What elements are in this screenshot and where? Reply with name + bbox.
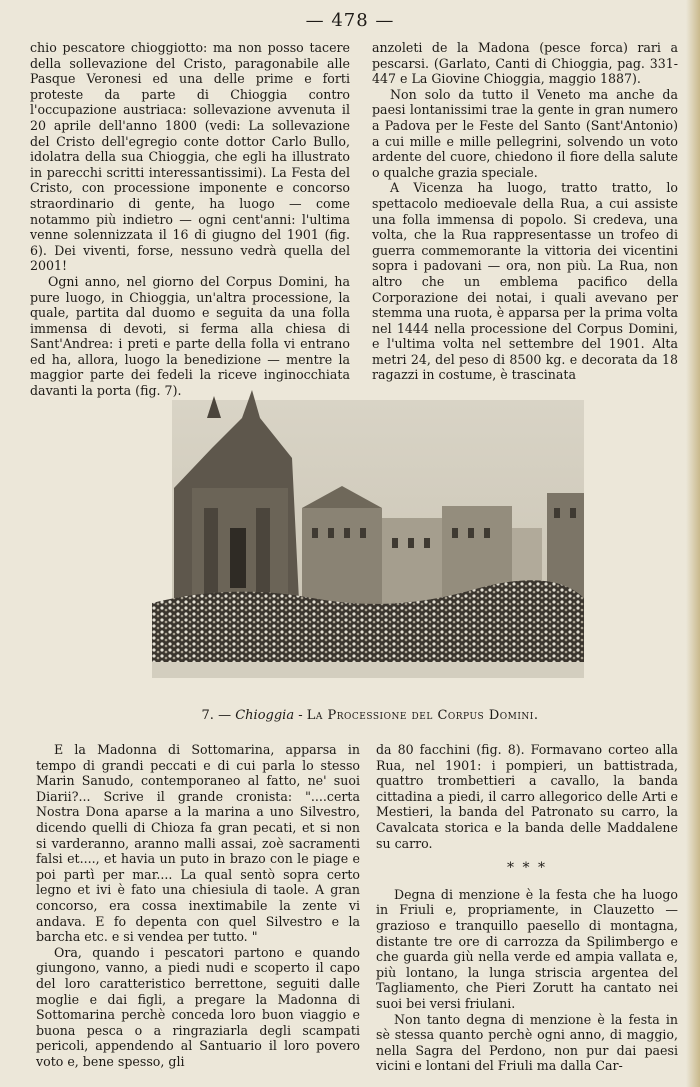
paragraph: chio pescatore chioggiotto: ma non posso tacere della sollevazione del Cristo, paragonabile alle Pasque Veronesi ed una delle prime e forti proteste da parte di Chioggia contro l'occupazione austriaca: sollevazione avvenuta il 20 aprile dell'anno 1800 (vedi: La sollevazione del Cristo dell'egregio conte dottor Carlo Bullo, idolatra della sua Chioggia, che egli ha illustrato in parecchi scritti interessantissimi). La Festa del Cristo, con processione imponente e concorso straordinario di gente, ha luogo — come notammo più indietro — ogni cent'anni: l'ultima venne solennizzata il 16 di giugno del 1901 (fig. 6). Dei viventi, forse, nessuno vedrà quella del 2001! (30, 40, 350, 274)
caption-title: La Processione del Corpus Domini. (306, 708, 539, 723)
paragraph: Ogni anno, nel giorno del Corpus Domini, ha pure luogo, in Chioggia, un'altra processione, la quale, partita dal duomo e seguita da una folla immensa di devoti, si ferma alla chiesa di Sant'Andrea: i preti e parte della folla vi entrano ed ha, allora, luogo la benedizione — mentre la maggior parte dei fedeli la riceve inginocchiata davanti la porta (fig. 7). (30, 273, 350, 399)
page-edge-shadow (686, 0, 700, 1087)
section-asterism: * * * (507, 860, 547, 877)
paragraph: da 80 facchini (fig. 8). Formavano corteo alla Rua, nel 1901: i pompieri, un battistrada, quattro trombettieri a cavallo, la banda cittadina a piedi, il carro allegorico delle Arti e Mestieri, la banda del Patronato su carro, la Cavalcata storica e la banda delle Maddalene su carro. (376, 742, 678, 851)
paragraph: E la Madonna di Sottomarina, apparsa in tempo di grandi peccati e di cui parla lo stesso Marin Sanudo, contemporaneo al fatto, ne' suoi Diarii?... Scrive il grande cronista: "....certa Nostra Dona aparse a la marina a uno Silvestro, dicendo quelli di Chioza fa gran pecati, et si non si varderanno, aranno malli assai, zoè sacramenti falsi et...., et havia un puto in brazo con le piage e poi partì per mar.... La qual sentò sopra certo legno et ivi è fato una chiesiula di taole. A gran concorso, era cossa inextimabile la zente vi andava. E fo depenta con quel Silvestro e la barcha etc. e si vendea per tutto. " (36, 742, 360, 945)
paragraph: A Vicenza ha luogo, tratto tratto, lo spettacolo medioevale della Rua, a cui assiste una folla immensa di popolo. Si credeva, una volta, che la Rua rappresentasse un trofeo di guerra commemorante la vittoria dei vicentini sopra i padovani — ora, non più. La Rua, non altro che un emblema pacifico della Corporazione dei notai, i quali avevano per stemma una ruota, è apparsa per la prima volta nel 1444 nella processione del Corpus Domini, e l'ultima volta nel settembre del 1901. Alta metri 24, del peso di 8500 kg. e decorata da 18 ragazzi in costume, è trascinata (372, 180, 678, 383)
paragraph: Degna di menzione è la festa che ha luogo in Friuli e, propriamente, in Clauzetto — grazioso e tranquillo paesello di montagna, distante tre ore di carrozza da Spilimbergo e che guarda giù nella verde ed ampia vallata e, più lontano, la lunga striscia argentea del Tagliamento, che Pieri Zorutt ha cantato nei suoi bei versi friulani. (376, 886, 678, 1011)
paragraph: Non tanto degna di menzione è la festa in sè stessa quanto perchè ogni anno, di maggio, nella Sagra del Perdono, non pur dai paesi vicini e lontani del Friuli ma dalla Car- (376, 1011, 678, 1074)
page-number: — 478 — (305, 10, 395, 31)
caption-place: Chioggia (235, 708, 295, 723)
figure-caption (0, 708, 700, 723)
paragraph: anzoleti de la Madona (pesce forca) rari a pescarsi. (Garlato, Canti di Chioggia, pag. 331-447 e La Giovine Chioggia, maggio 1887). (372, 40, 678, 87)
paragraph: Ora, quando i pescatori partono e quando giungono, vanno, a piedi nudi e scoperto il capo del loro caratteristico berrettone, seguiti dalle moglie e dai figli, a pregare la Madonna di Sottomarina perchè conceda loro buon viaggio e buona pesca o a ringraziarla degli scampati pericoli, appendendo al Santuario il loro povero voto e, bene spesso, gli (36, 944, 360, 1069)
caption-separator: - (294, 708, 307, 723)
figure-procession-photo (152, 378, 584, 678)
column-bottom-left (36, 742, 360, 1069)
column-bottom-right (376, 742, 678, 1074)
column-top-right (372, 40, 678, 383)
column-top-left (30, 40, 350, 399)
paragraph: Non solo da tutto il Veneto ma anche da paesi lontanissimi trae la gente in gran numero a Padova per le Feste del Santo (Sant'Antonio) a cui mille e mille pellegrini, solvendo un voto ardente del cuore, chiedono il fiore della salute o qualche grazia speciale. (372, 86, 678, 180)
procession-photo (152, 378, 584, 678)
caption-number: 7. — (201, 708, 232, 723)
